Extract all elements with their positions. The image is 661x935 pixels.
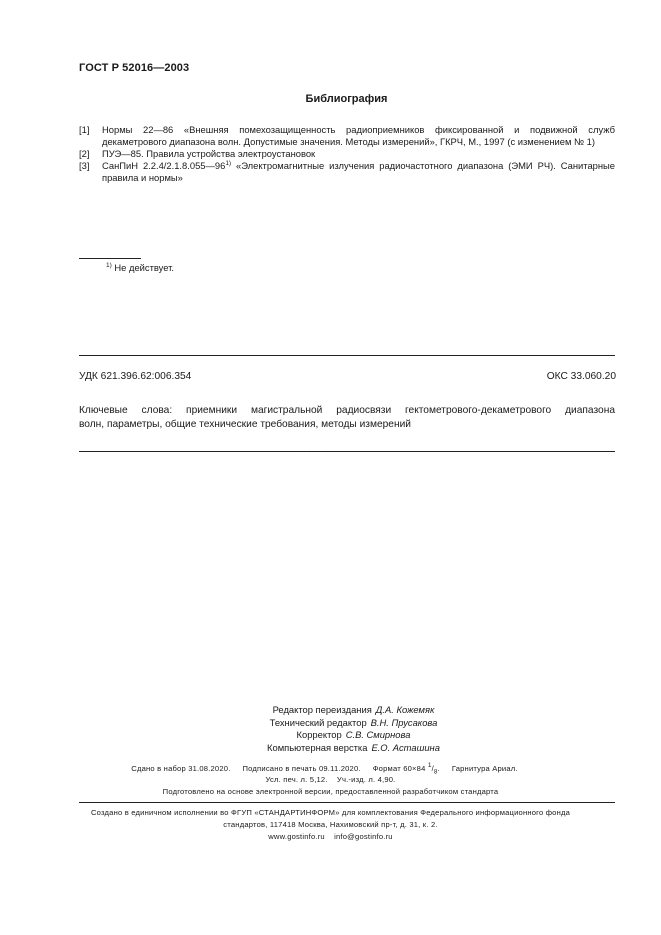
document-number: ГОСТ Р 52016—2003: [79, 62, 190, 74]
bibliography-item: [79, 148, 615, 160]
format-prefix: Формат 60×84: [372, 764, 426, 773]
publishing-sheets: [0, 774, 661, 785]
divider-footer: [79, 802, 615, 803]
staff-name: Е.О. Асташина: [371, 741, 440, 753]
bibliography-title-text: Библиография: [305, 93, 388, 105]
keywords-line: Ключевые слова: приемники магистральной радиосвязи гектометрового-декаметрового диапазона: [79, 405, 615, 416]
email-link[interactable]: info@gostinfo.ru: [334, 832, 393, 841]
bibliography-item: [79, 124, 615, 148]
footnote-marker: 1): [106, 262, 112, 269]
edition-sheets: Уч.-изд. л. 4,90.: [336, 775, 396, 784]
bibliography-item-number: [1]: [79, 124, 90, 135]
bleed-through-mark: · · · ·: [300, 447, 330, 454]
staff-row: [23, 704, 661, 717]
staff-row: [23, 729, 661, 742]
bibliography-item-text: [102, 160, 615, 184]
divider-top: [79, 355, 615, 356]
format: Формат 60×84 $^1/_8$.: [372, 762, 440, 776]
staff-name: В.Н. Прусакова: [370, 716, 438, 728]
footnote-text: Не действует.: [111, 262, 174, 273]
staff-credits: [0, 704, 661, 754]
bibliography-item-text-part: «Электромагнитные излучения радиочастотного диапазона (ЭМИ РЧ). Санитарные правила и нормы»: [102, 160, 615, 184]
keywords: [79, 404, 615, 432]
bibliography-item: [79, 160, 615, 184]
printed-sheets: Усл. печ. л. 5,12.: [265, 775, 328, 784]
bibliography-item-number: [3]: [79, 160, 90, 171]
prepared-note: Подготовлено на основе электронной версии, предоставленной разработчиком стандарта: [162, 787, 499, 796]
bibliography-title: [0, 93, 661, 105]
keywords-line: волн, параметры, общие технические требования, методы измерений: [79, 419, 411, 430]
bibliography-item-text-part: СанПиН 2.2.4/2.1.8.055—96: [102, 160, 226, 171]
signed-date: Подписано в печать 09.11.2020.: [242, 764, 361, 773]
staff-role: Редактор переиздания: [272, 704, 372, 715]
udk-code: УДК 621.396.62:006.354: [79, 371, 192, 382]
staff-row: [23, 717, 661, 730]
format-fraction-numerator: 1: [427, 762, 432, 769]
oks-code: ОКС 33.060.20: [546, 371, 616, 382]
staff-role: Корректор: [296, 729, 342, 740]
publisher-line: Создано в единичном исполнении во ФГУП «СТАНДАРТИНФОРМ» для комплектования Федерального информационного фонда: [90, 808, 571, 817]
footnote-reference: 1): [225, 160, 232, 167]
staff-name: С.В. Смирнова: [345, 729, 411, 740]
staff-role: Технический редактор: [269, 716, 367, 728]
bibliography-item-text: Нормы 22—86 «Внешняя помехозащищенность радиоприемников фиксированной и подвижной служб декаметрового диапазона волн. Допустимые значения. Методы измерений», ГКРЧ, М., 1997 (с изменением № 1): [102, 124, 615, 148]
typeset-date: Сдано в набор 31.08.2020.: [131, 764, 231, 773]
divider-bottom: [79, 451, 615, 452]
publisher-info: [0, 807, 661, 843]
bibliography-item-number: [2]: [79, 148, 90, 159]
format-fraction-denominator: 8: [433, 769, 438, 776]
publisher-contacts: [0, 831, 661, 843]
bleed-through-mark: · · ·: [120, 352, 141, 359]
staff-role: Компьютерная верстка: [267, 741, 368, 753]
website-link[interactable]: www.gostinfo.ru: [268, 832, 325, 841]
bibliography-item-text: ПУЭ—85. Правила устройства электроустановок: [102, 148, 316, 159]
footnote: [106, 262, 174, 273]
typeface: Гарнитура Ариал.: [451, 764, 518, 773]
footnote-separator: [79, 258, 141, 259]
staff-row: [23, 742, 661, 755]
publisher-address: стандартов, 117418 Москва, Нахимовский пр-т, д. 31, к. 2.: [223, 820, 438, 829]
staff-name: Д.А. Кожемяк: [375, 704, 435, 715]
